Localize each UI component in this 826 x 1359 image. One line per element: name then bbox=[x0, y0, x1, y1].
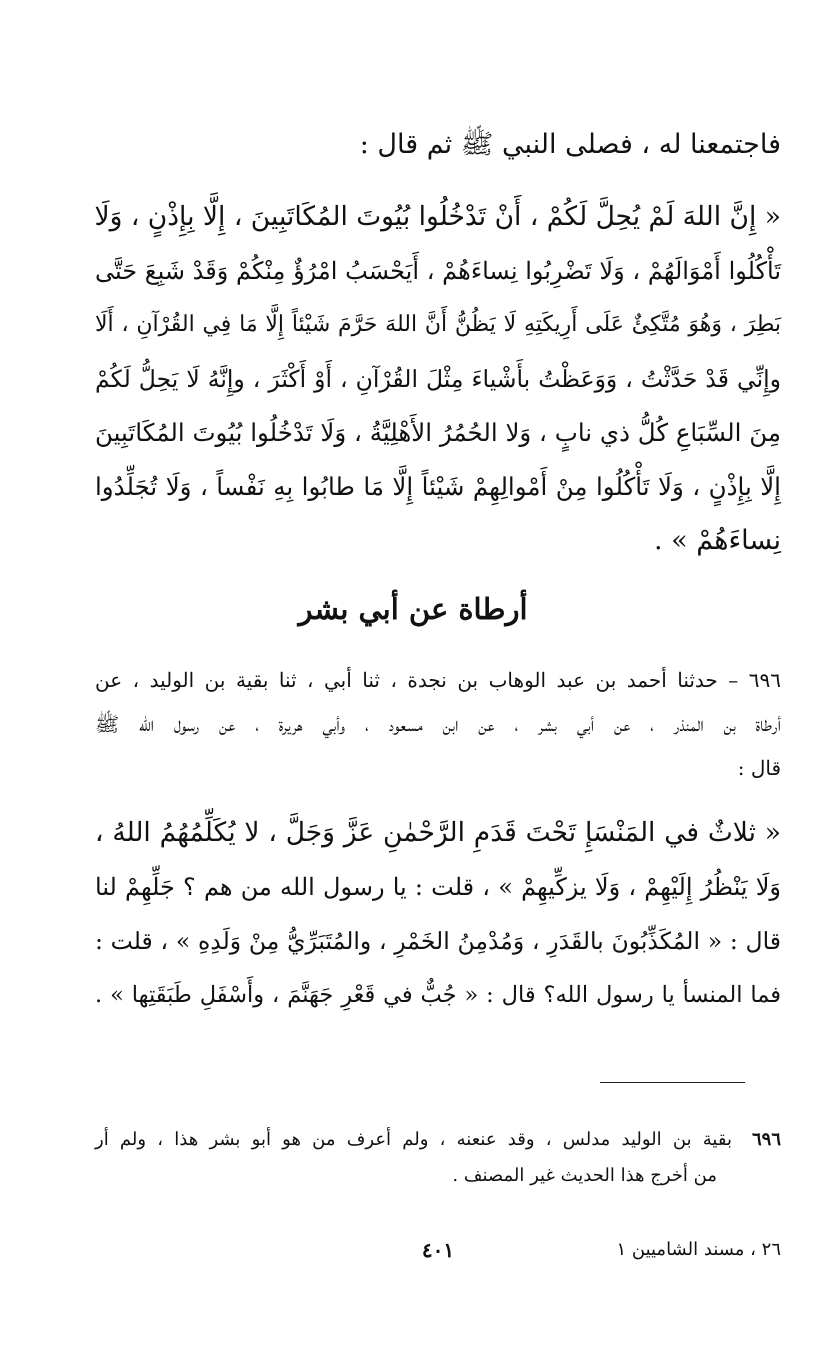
hadith-1-line: تَأْكُلُوا أَمْوَالَهُمْ ، وَلَا تَضْرِبُوا نِساءَهُمْ ، أَيَحْسَبُ امْرُؤٌ مِنْكُمْ وَقَدْ شَبِعَ حَتَّى bbox=[95, 257, 781, 285]
footnote-line: من أخرج هذا الحديث غير المصنف . bbox=[452, 1165, 717, 1186]
hadith-chain bbox=[95, 658, 781, 790]
footnote bbox=[95, 1122, 781, 1194]
footnote-line bbox=[95, 1122, 781, 1158]
series-label: ٢٦ ، مسند الشاميين ١ bbox=[616, 1239, 781, 1260]
page-footer bbox=[95, 1230, 781, 1270]
chain-line: قال : bbox=[737, 756, 781, 780]
hadith-1-line: بَطِرَ ، وَهُوَ مُتَّكِئٌ عَلَى أَرِيكَتِهِ لَا يَظُنُّ أَنَّ اللهَ حَرَّمَ شَيْئاً إِلَّا مَا فِي القُرْآنِ ، أَلَا bbox=[95, 312, 781, 337]
section-heading: أرطاة عن أبي بشر bbox=[298, 592, 528, 626]
chain-line: أرطاة بن المنذر ، عن أبي بشر ، عن ابن مسعود ، وأبي هريرة ، عن رسول الله ﷺ bbox=[95, 712, 781, 736]
hadith-1-line: « إِنَّ اللهَ لَمْ يُحِلَّ لَكُمْ ، أَنْ تَدْخُلُوا بُيُوتَ المُكَاتَبِينَ ، إِلَّا بِإِذْنٍ ، وَلَا bbox=[94, 201, 781, 232]
chain-line: ٦٩٦ – حدثنا أحمد بن عبد الوهاب بن نجدة ، ثنا أبي ، ثنا بقية بن الوليد ، عن bbox=[95, 668, 781, 692]
hadith-1-line: مِنَ السِّبَاعِ كُلُّ ذي نابٍ ، وَلا الحُمُرُ الأَهْلِيَّةُ ، وَلَا تَدْخُلُوا بُيُوتَ المُكَاتَبِينَ bbox=[95, 418, 781, 447]
hadith-2-line: وَلَا يَنْظُرُ إِلَيْهِمْ ، وَلَا يزكِّيهِمْ » ، قلت : يا رسول الله من هم ؟ جَلِّهِمْ لنا bbox=[95, 873, 781, 901]
hadith-2-line: « ثلاثٌ في المَنْسَإِ تَحْتَ قَدَمِ الرَّحْمٰنِ عَزَّ وَجَلَّ ، لا يُكَلِّمُهُمُ اللهُ ، bbox=[95, 817, 781, 848]
hadith-1-line: إِلَّا بِإِذْنٍ ، وَلَا تَأْكُلُوا مِنْ أَمْوالِهِمْ شَيْئاً إِلَّا مَا طابُوا بِهِ نَفْساً ، وَلَا تُجَلِّدُوا bbox=[95, 472, 781, 501]
page-number: ٤٠١ bbox=[421, 1238, 455, 1262]
footnote-divider bbox=[600, 1082, 745, 1083]
hadith-2 bbox=[95, 806, 781, 1022]
hadith-1 bbox=[95, 190, 781, 568]
intro-line: فاجتمعنا له ، فصلى النبي ﷺ ثم قال : bbox=[359, 129, 781, 160]
footnote-text: بقية بن الوليد مدلس ، وقد عنعنه ، ولم أعرف من هو أبو بشر هذا ، ولم أر bbox=[95, 1129, 732, 1150]
hadith-1-line: وإِنِّي قَدْ حَدَّثْتُ ، وَوَعَظْتُ بأَشْياءَ مِثْلَ القُرْآنِ ، أَوْ أَكْثَرَ ، وإِنَّهُ لَا يَحِلُّ لَكُمْ bbox=[95, 365, 781, 393]
hadith-2-line: قال : « المُكَذِّبُونَ بالقَدَرِ ، وَمُدْمِنُ الخَمْرِ ، والمُتَبَرِّيُّ مِنْ وَلَدِهِ » ، قلت : bbox=[95, 927, 781, 955]
footnote-number: ٦٩٦ bbox=[751, 1129, 781, 1150]
hadith-2-line: فما المنسأ يا رسول الله؟ قال : « جُبٌّ في قَعْرِ جَهَنَّمَ ، وأَسْفَلِ طَبَقَتِها » . bbox=[95, 982, 781, 1008]
hadith-1-line: نِساءَهُمْ » . bbox=[654, 525, 781, 556]
